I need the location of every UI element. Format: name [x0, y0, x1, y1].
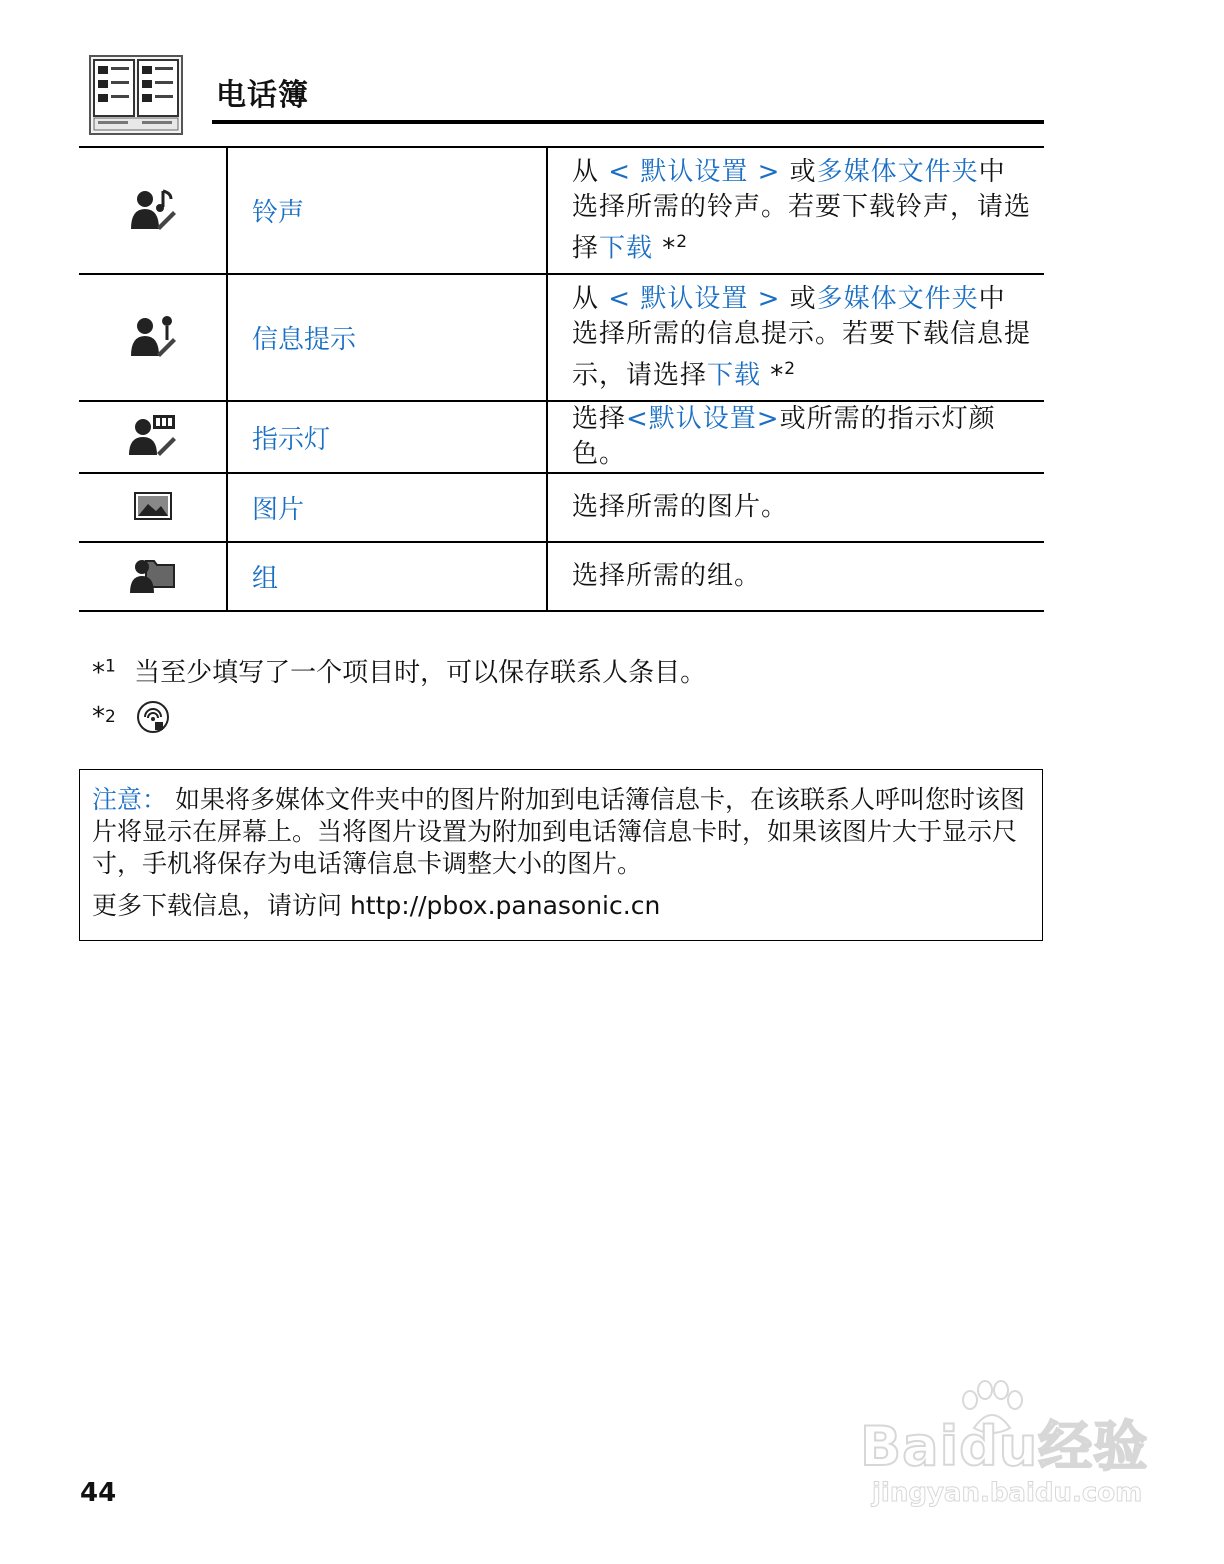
- note-box: [79, 769, 1043, 941]
- row-name: 铃声: [227, 147, 547, 274]
- watermark: [860, 1378, 1160, 1518]
- table-row: [79, 401, 1044, 473]
- title-rule: [212, 120, 1044, 124]
- message-alert-icon: [129, 314, 177, 358]
- row-description: 选择<默认设置>或所需的指示灯颜色。: [547, 401, 1044, 473]
- row-name: 组: [227, 542, 547, 611]
- footnote-2: * 2: [92, 700, 170, 734]
- settings-table: [79, 146, 1044, 612]
- table-row: [79, 473, 1044, 542]
- table-row: [79, 147, 1044, 274]
- note-text-1: 注意： 如果将多媒体文件夹中的图片附加到电话簿信息卡，在该联系人呼叫您时该图片将显示在屏幕上。当将图片设置为附加到电话簿信息卡时，如果该图片大于显示尺寸，手机将保存为电话簿信息卡调整大小的图片。: [92, 785, 1025, 878]
- row-name: 图片: [227, 473, 547, 542]
- note-text-2: 更多下载信息，请访问 http://pbox.panasonic.cn: [92, 891, 661, 920]
- row-name: 信息提示: [227, 274, 547, 401]
- row-name: 指示灯: [227, 401, 547, 473]
- watermark-url: jingyan.baidu.com: [872, 1478, 1143, 1508]
- page-number: 44: [80, 1478, 117, 1508]
- picture-icon: [134, 492, 172, 520]
- footnote-1-text: 当至少填写了一个项目时，可以保存联系人条目。: [134, 658, 707, 688]
- footnote-1: *$^1$ 当至少填写了一个项目时，可以保存联系人条目。: [92, 656, 707, 688]
- row-description: 从 < 默认设置 > 或多媒体文件夹中选择所需的铃声。若要下载铃声，请选择下载 *$^2$: [547, 147, 1044, 274]
- browser-icon: [136, 700, 170, 734]
- row-description: 从 < 默认设置 > 或多媒体文件夹中选择所需的信息提示。若要下载信息提示，请选择下载 *$^2$: [547, 274, 1044, 401]
- indicator-light-icon: [129, 413, 177, 457]
- note-label: 注意：: [92, 785, 168, 814]
- phonebook-icon: [88, 54, 184, 136]
- table-row: [79, 542, 1044, 611]
- ringtone-icon: [129, 187, 177, 231]
- page-title: 电话簿: [216, 78, 309, 113]
- table-row: [79, 274, 1044, 401]
- watermark-brand: Baidu经验: [860, 1415, 1149, 1478]
- row-description: 选择所需的图片。: [547, 473, 1044, 542]
- group-icon: [130, 555, 176, 595]
- row-description: 选择所需的组。: [547, 542, 1044, 611]
